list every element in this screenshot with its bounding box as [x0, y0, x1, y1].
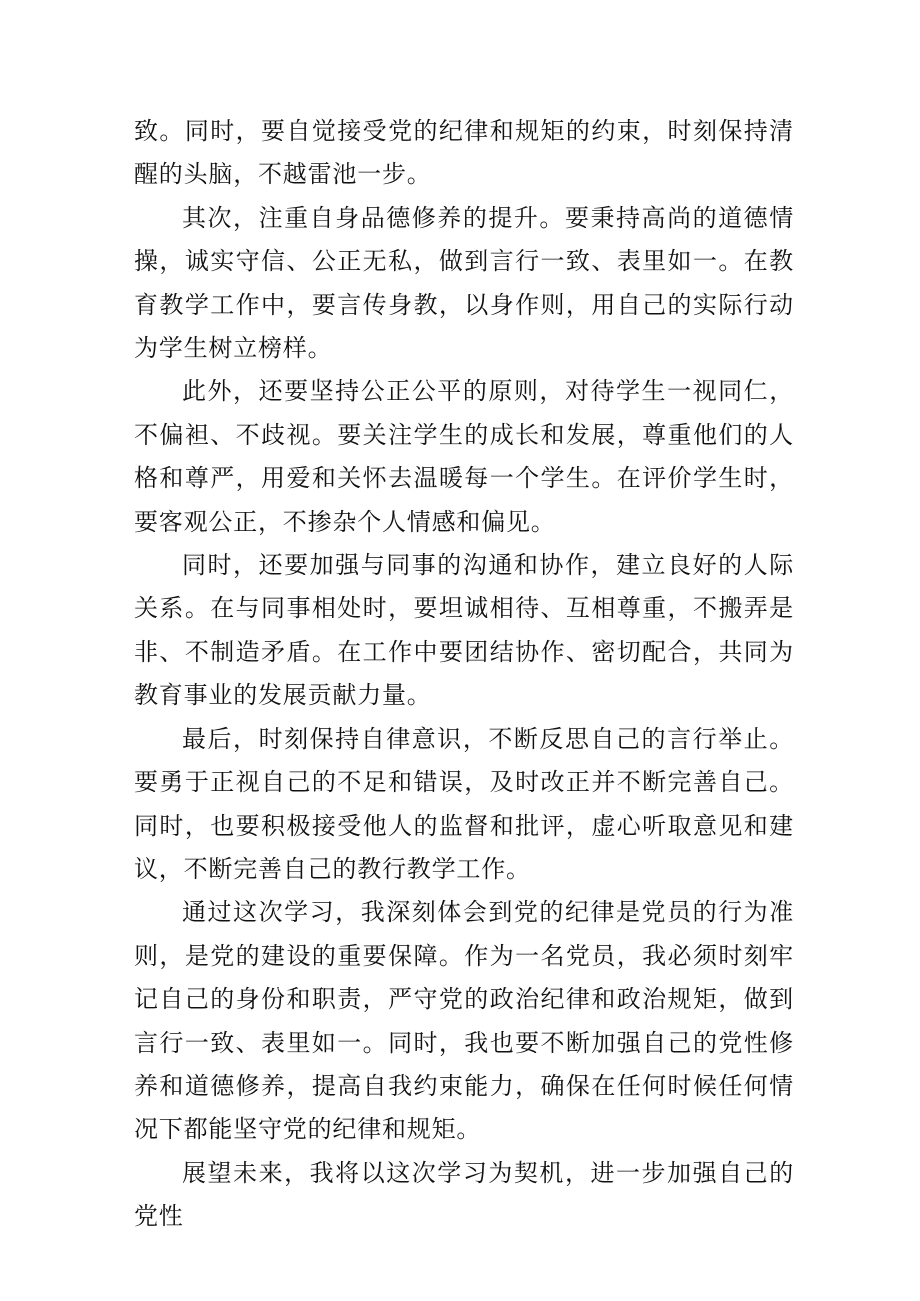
paragraph-fairness: 此外，还要坚持公正公平的原则，对待学生一视同仁，不偏袒、不歧视。要关注学生的成长和发展，尊重他们的人格和尊严，用爱和关怀去温暖每一个学生。在评价学生时，要客观公正，不掺杂个人情感和偏见。 — [134, 377, 794, 536]
paragraph-self-discipline: 最后，时刻保持自律意识，不断反思自己的言行举止。要勇于正视自己的不足和错误，及时改正并不断完善自己。同时，也要积极接受他人的监督和批评，虚心听取意见和建议，不断完善自己的教行教学工作。 — [134, 724, 794, 883]
paragraph-outlook: 展望未来，我将以这次学习为契机，进一步加强自己的党性 — [134, 1158, 794, 1231]
document-body — [134, 110, 794, 1239]
paragraph-colleagues: 同时，还要加强与同事的沟通和协作，建立良好的人际关系。在与同事相处时，要坦诚相待、互相尊重，不搬弄是非、不制造矛盾。在工作中要团结协作、密切配合，共同为教育事业的发展贡献力量。 — [134, 551, 794, 710]
paragraph-continuation: 致。同时，要自觉接受党的纪律和规矩的约束，时刻保持清醒的头脑，不越雷池一步。 — [134, 117, 794, 189]
paragraph-self-cultivation: 其次，注重自身品德修养的提升。要秉持高尚的道德情操，诚实守信、公正无私，做到言行一致、表里如一。在教育教学工作中，要言传身教，以身作则，用自己的实际行动为学生树立榜样。 — [134, 203, 794, 363]
paragraph-reflection: 通过这次学习，我深刻体会到党的纪律是党员的行为准则，是党的建设的重要保障。作为一名党员，我必须时刻牢记自己的身份和职责，严守党的政治纪律和政治规矩，做到言行一致、表里如一。同时，我也要不断加强自己的党性修养和道德修养，提高自我约束能力，确保在任何时候任何情况下都能坚守党的纪律和规矩。 — [134, 898, 794, 1144]
